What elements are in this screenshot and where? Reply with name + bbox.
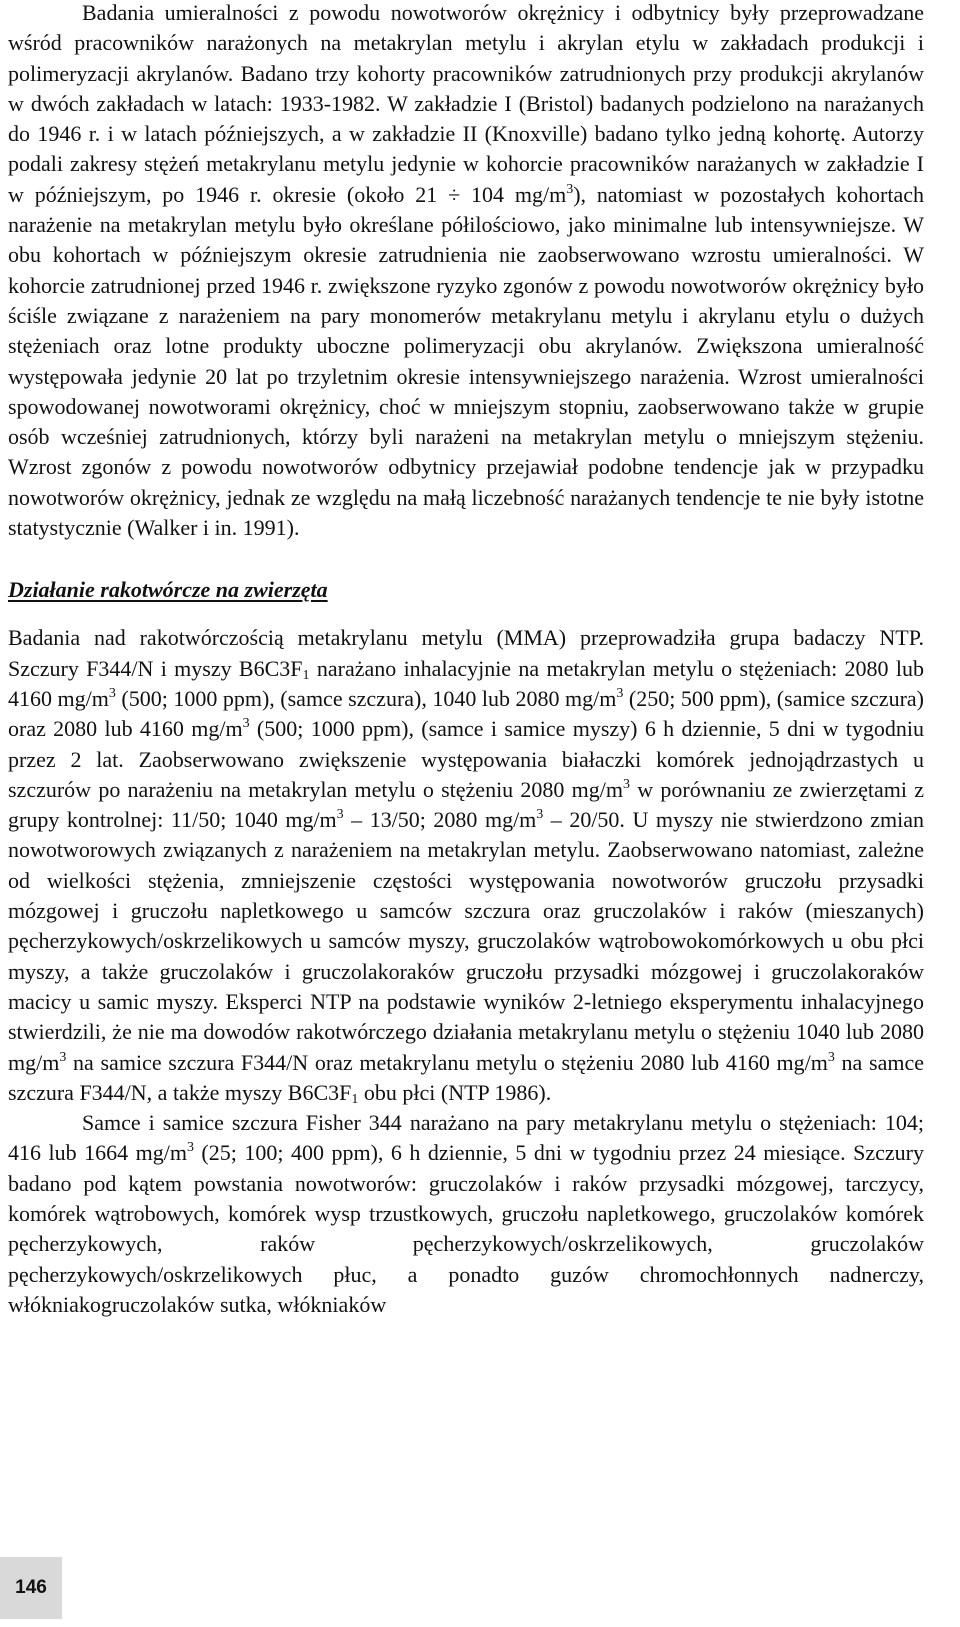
page-number-box xyxy=(0,1557,62,1619)
paragraph-text: – 20/50. U myszy nie stwierdzono zmian nowotworowych związanych z narażeniem na metakrylan metylu. Zaobserwowano natomiast, zależne od wielkości stężenia, zmniejszenie częstości występowania nowotworów gruczołu przysadki mózgowej i gruczołu napletkowego u samców szczura oraz gruczolaków i raków (mieszanych) pęcherzykowych/oskrzelikowych u samców myszy, gruczolaków wątrobowokomórkowych u obu płci myszy, a także gruczolaków i gruczolakoraków gruczołu przysadki mózgowej i gruczolakoraków macicy u samic myszy. Eksperci NTP na podstawie wyników 2-letniego eksperymentu inhalacyjnego stwierdzili, że nie ma dowodów rakotwórczego działania metakrylanu metylu o stężeniu 1040 lub 2080 mg/m xyxy=(8,807,924,1075)
paragraph-text: na samce szczura F344/N, a także myszy B6C3F xyxy=(8,1049,924,1105)
paragraph-ntp-study xyxy=(8,623,924,1108)
superscript: 3 xyxy=(242,716,250,732)
superscript: 3 xyxy=(566,181,574,197)
paragraph-text: Samce i samice szczura Fisher 344 narażano na pary metakrylanu metylu o stężeniach: 104; 416 lub 1664 mg/m xyxy=(8,1110,924,1166)
superscript: 3 xyxy=(536,807,544,823)
subscript: 1 xyxy=(302,667,310,683)
paragraph-text: obu płci (NTP 1986). xyxy=(358,1079,552,1105)
superscript: 3 xyxy=(108,685,116,701)
paragraph-text: (25; 100; 400 ppm), 6 h dziennie, 5 dni w tygodniu przez 24 miesiące. Szczury badano pod kątem powstania nowotworów: gruczolaków i raków przysadki mózgowej, tarczycy, komórek wątrobowych, komórek wysp trzustkowych, gruczołu napletkowego, gruczolaków komórek pęcherzykowych, raków pęcherzykowych/oskrzelikowych, gruczolaków pęcherzykowych/oskrzelikowych płuc, a ponadto guzów chromochłonnych nadnerczy, włókniakogruczolaków sutka, włókniaków xyxy=(8,1140,924,1317)
paragraph-colon-cancer-mortality xyxy=(8,0,924,543)
subscript: 1 xyxy=(351,1091,359,1107)
page-number: 146 xyxy=(15,1577,47,1598)
paragraph-fisher-rat-study xyxy=(8,1108,924,1320)
paragraph-text: ), natomiast w pozostałych kohortach narażenie na metakrylan metylu było określane półilościowo, jako minimalne lub intensywniejsze. W obu kohortach w późniejszym okresie zatrudnienia nie zaobserwowano wzrostu umieralności. W kohorcie zatrudnionej przed 1946 r. zwiększone ryzyko zgonów z powodu nowotworów okrężnicy było ściśle związane z narażeniem na pary monomerów metakrylanu metylu i akrylanu etylu o dużych stężeniach oraz lotne produkty uboczne polimeryzacji obu akrylanów. Zwiększona umieralność występowała jedynie 20 lat po trzyletnim okresie intensywniejszego narażenia. Wzrost umieralności spowodowanej nowotworami okrężnicy, choć w mniejszym stopniu, zaobserwowano także w grupie osób wcześniej zatrudnionych, którzy byli narażeni na metakrylan metylu o mniejszym stężeniu. Wzrost zgonów z powodu nowotworów odbytnicy przejawiał podobne tendencje jak w przypadku nowotworów okrężnicy, jednak ze względu na małą liczebność narażanych tendencje te nie były istotne statystycznie (Walker i in. 1991). xyxy=(8,181,924,541)
superscript: 3 xyxy=(336,807,344,823)
document-page xyxy=(8,0,924,1320)
paragraph-text: – 13/50; 2080 mg/m xyxy=(343,807,537,833)
paragraph-text: (500; 1000 ppm), (samce szczura), 1040 lub 2080 mg/m xyxy=(115,685,617,711)
paragraph-text: (250; 500 ppm), (samice szczura) oraz 2080 lub 4160 mg/m xyxy=(8,685,924,742)
section-heading: Działanie rakotwórcze na zwierzęta xyxy=(8,577,328,603)
paragraph-text: na samice szczura F344/N oraz metakrylanu metylu o stężeniu 2080 lub 4160 mg/m xyxy=(66,1049,828,1075)
paragraph-text: Badania nad rakotwórczością metakrylanu metylu (MMA) przeprowadziła grupa badaczy NTP. Szczury F344/N i myszy B6C3F xyxy=(8,625,924,681)
superscript: 3 xyxy=(623,776,631,792)
superscript: 3 xyxy=(827,1049,835,1065)
paragraph-text: Badania umieralności z powodu nowotworów okrężnicy i odbytnicy były przeprowadzane wśród pracowników narażonych na metakrylan metylu i akrylan etylu w zakładach produkcji i polimeryzacji akrylanów. Badano trzy kohorty pracowników zatrudnionych przy produkcji akrylanów w dwóch zakładach w latach: 1933-1982. W zakładzie I (Bristol) badanych podzielono na narażanych do 1946 r. i w latach późniejszych, a w zakładzie II (Knoxville) badano tylko jedną kohortę. Autorzy podali zakresy stężeń metakrylanu metylu jedynie w kohorcie pracowników narażanych w zakładzie I w późniejszym, po 1946 r. okresie (około 21 ÷ 104 mg/m xyxy=(8,0,924,207)
paragraph-text: narażano inhalacyjnie na metakrylan metylu o stężeniach: 2080 lub 4160 mg/m xyxy=(8,655,924,711)
superscript: 3 xyxy=(616,685,624,701)
paragraph-text: w porównaniu ze zwierzętami z grupy kontrolnej: 11/50; 1040 mg/m xyxy=(8,776,924,833)
paragraph-text: (500; 1000 ppm), (samce i samice myszy) 6 h dziennie, 5 dni w tygodniu przez 2 lat. Zaobserwowano zwiększenie występowania białaczki komórek jednojądrzastych u szczurów po narażeniu na metakrylan metylu o stężeniu 2080 mg/m xyxy=(8,716,925,802)
superscript: 3 xyxy=(59,1049,67,1065)
superscript: 3 xyxy=(186,1140,194,1156)
